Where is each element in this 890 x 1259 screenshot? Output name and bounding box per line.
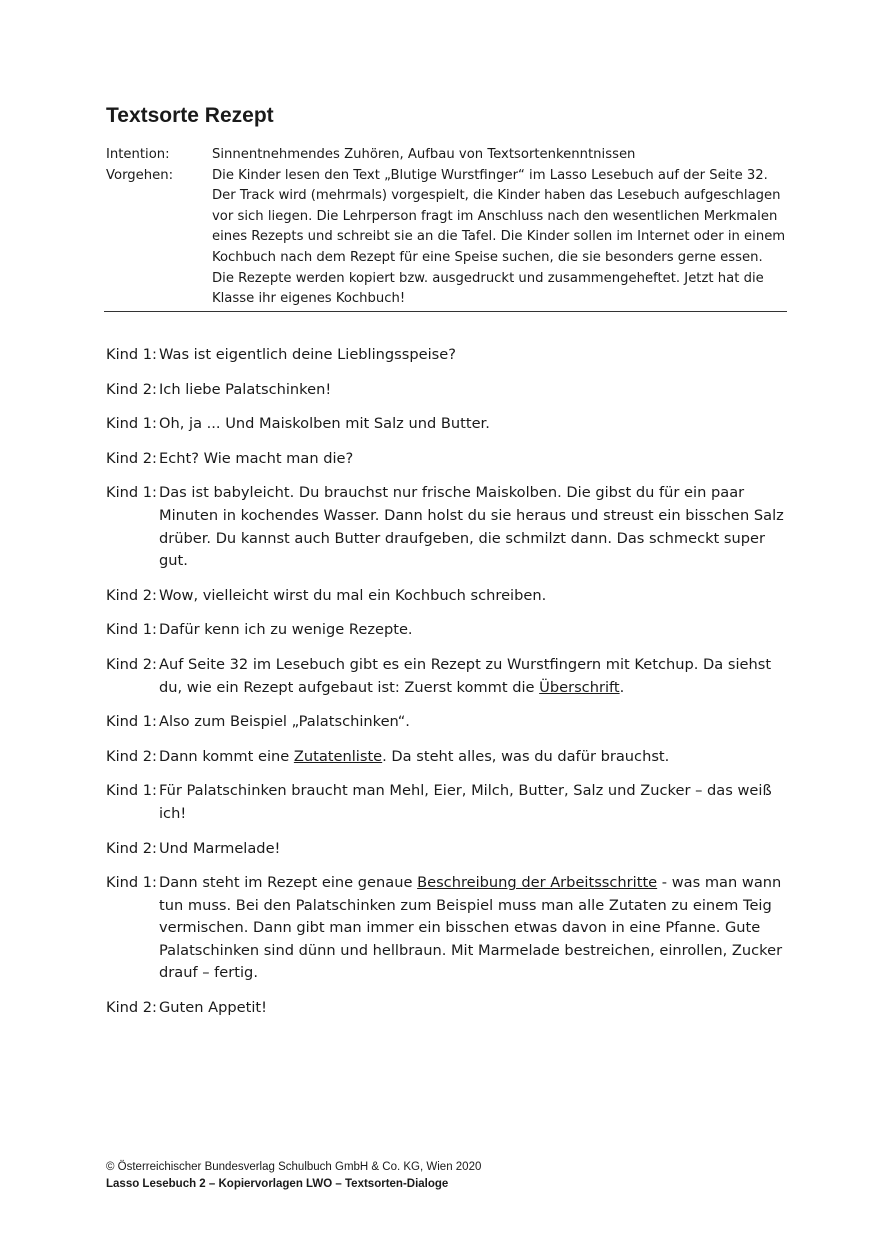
intention-label: Intention: bbox=[106, 147, 170, 162]
speech-text-part: Auf Seite 32 im Lesebuch gibt es ein Rezept zu Wurstfingern mit Ketchup. Da siehst du, wie ein Rezept aufgebaut ist: Zuerst kommt die bbox=[159, 655, 772, 696]
speech-text-part: - was man wann tun muss. Bei den Palatschinken zum Beispiel muss man alle Zutaten zu einem Teig vermischen. Dann gibt man immer ein bisschen etwas davon in eine Pfanne. Gute Palatschinken sind dünn und hellbraun. Mit Marmelade bestreichen, einrollen, Zucker drauf – fertig. bbox=[159, 874, 783, 982]
underlined-term-arbeitsschritte: Beschreibung der Arbeitsschritte bbox=[417, 874, 658, 892]
speech-text bbox=[159, 746, 796, 769]
dialogue bbox=[106, 344, 796, 1032]
teacher-notes bbox=[106, 145, 786, 310]
speech-text: Ich liebe Palatschinken! bbox=[159, 380, 332, 398]
series-label: Lasso Lesebuch 2 – Kopiervorlagen LWO – Textsorten-Dialoge bbox=[106, 1178, 449, 1190]
speech-text: Dafür kenn ich zu wenige Rezepte. bbox=[159, 621, 413, 639]
speech-text-part: Dann kommt eine bbox=[159, 747, 294, 765]
speech-text: Oh, ja ... Und Maiskolben mit Salz und Butter. bbox=[159, 415, 490, 433]
page-title: Textsorte Rezept bbox=[106, 104, 274, 127]
speaker-label: Kind 1: bbox=[106, 713, 157, 731]
dialogue-line bbox=[106, 838, 796, 861]
underlined-term-zutatenliste: Zutatenliste bbox=[293, 747, 383, 765]
procedure-row bbox=[106, 166, 786, 310]
dialogue-line bbox=[106, 413, 796, 436]
intention-row bbox=[106, 145, 786, 166]
speech-text: Für Palatschinken braucht man Mehl, Eier, Milch, Butter, Salz und Zucker – das weiß ich! bbox=[159, 782, 772, 822]
speech-text: Das ist babyleicht. Du brauchst nur frische Maiskolben. Die gibst du für ein paar Minuten in kochendes Wasser. Dann holst du sie heraus und streust ein bisschen Salz drüber. Du kannst auch Butter draufgeben, die schmilzt dann. Das schmeckt super gut. bbox=[159, 484, 784, 570]
speaker-label: Kind 1: bbox=[106, 484, 157, 502]
copyright-notice: © Österreichischer Bundesverlag Schulbuch GmbH & Co. KG, Wien 2020 bbox=[106, 1161, 482, 1173]
dialogue-line bbox=[106, 379, 796, 402]
speaker-label: Kind 2: bbox=[106, 380, 157, 398]
procedure-value: Die Kinder lesen den Text „Blutige Wurstfinger“ im Lasso Lesebuch auf der Seite 32. Der Track wird (mehrmals) vorgespielt, die Kinder haben das Lesebuch aufgeschlagen vor sich liegen. Die Lehrperson fragt im Anschluss nach den wesentlichen Merkmalen eines Rezepts und schreibt sie an die Tafel. Die Kinder sollen im Internet oder in einem Kochbuch nach dem Rezept für eine Speise suchen, die sie besonders gerne essen. Die Rezepte werden kopiert bzw. ausgedruckt und zusammengeheftet. Jetzt hat die Klasse ihr eigenes Kochbuch! bbox=[212, 167, 786, 307]
section-divider bbox=[104, 311, 787, 312]
dialogue-line bbox=[106, 482, 796, 572]
speaker-label: Kind 2: bbox=[106, 747, 157, 765]
speech-text: Und Marmelade! bbox=[159, 839, 281, 857]
speech-text-part: . bbox=[619, 678, 625, 696]
page-footer bbox=[106, 1159, 481, 1193]
speaker-label: Kind 2: bbox=[106, 839, 157, 857]
dialogue-line bbox=[106, 448, 796, 471]
dialogue-line bbox=[106, 746, 796, 769]
speech-text-part: Dann steht im Rezept eine genaue bbox=[159, 874, 418, 892]
dialogue-line bbox=[106, 711, 796, 734]
underlined-term-ueberschrift: Überschrift bbox=[539, 678, 620, 696]
speech-text bbox=[159, 654, 796, 699]
dialogue-line bbox=[106, 344, 796, 367]
speaker-label: Kind 1: bbox=[106, 415, 157, 433]
speech-text bbox=[159, 872, 796, 985]
dialogue-line bbox=[106, 619, 796, 642]
speaker-label: Kind 2: bbox=[106, 999, 157, 1017]
speaker-label: Kind 2: bbox=[106, 586, 157, 604]
dialogue-line bbox=[106, 780, 796, 825]
speaker-label: Kind 1: bbox=[106, 346, 157, 363]
speaker-label: Kind 1: bbox=[106, 874, 157, 892]
speaker-label: Kind 1: bbox=[106, 621, 157, 639]
speaker-label: Kind 2: bbox=[106, 449, 157, 467]
dialogue-line bbox=[106, 654, 796, 699]
dialogue-line bbox=[106, 872, 796, 985]
procedure-label: Vorgehen: bbox=[106, 167, 174, 183]
speech-text: Wow, vielleicht wirst du mal ein Kochbuch schreiben. bbox=[159, 586, 547, 604]
speech-text: Echt? Wie macht man die? bbox=[159, 449, 354, 467]
speech-text: Guten Appetit! bbox=[159, 999, 267, 1017]
dialogue-line bbox=[106, 997, 796, 1020]
dialogue-line bbox=[106, 585, 796, 608]
speaker-label: Kind 1: bbox=[106, 782, 157, 800]
speaker-label: Kind 2: bbox=[106, 655, 157, 673]
speech-text-part: . Da steht alles, was du dafür brauchst. bbox=[382, 747, 670, 765]
intention-value: Sinnentnehmendes Zuhören, Aufbau von Textsortenkenntnissen bbox=[212, 147, 636, 162]
speech-text: Was ist eigentlich deine Lieblingsspeise? bbox=[159, 346, 457, 363]
speech-text: Also zum Beispiel „Palatschinken“. bbox=[159, 713, 410, 731]
